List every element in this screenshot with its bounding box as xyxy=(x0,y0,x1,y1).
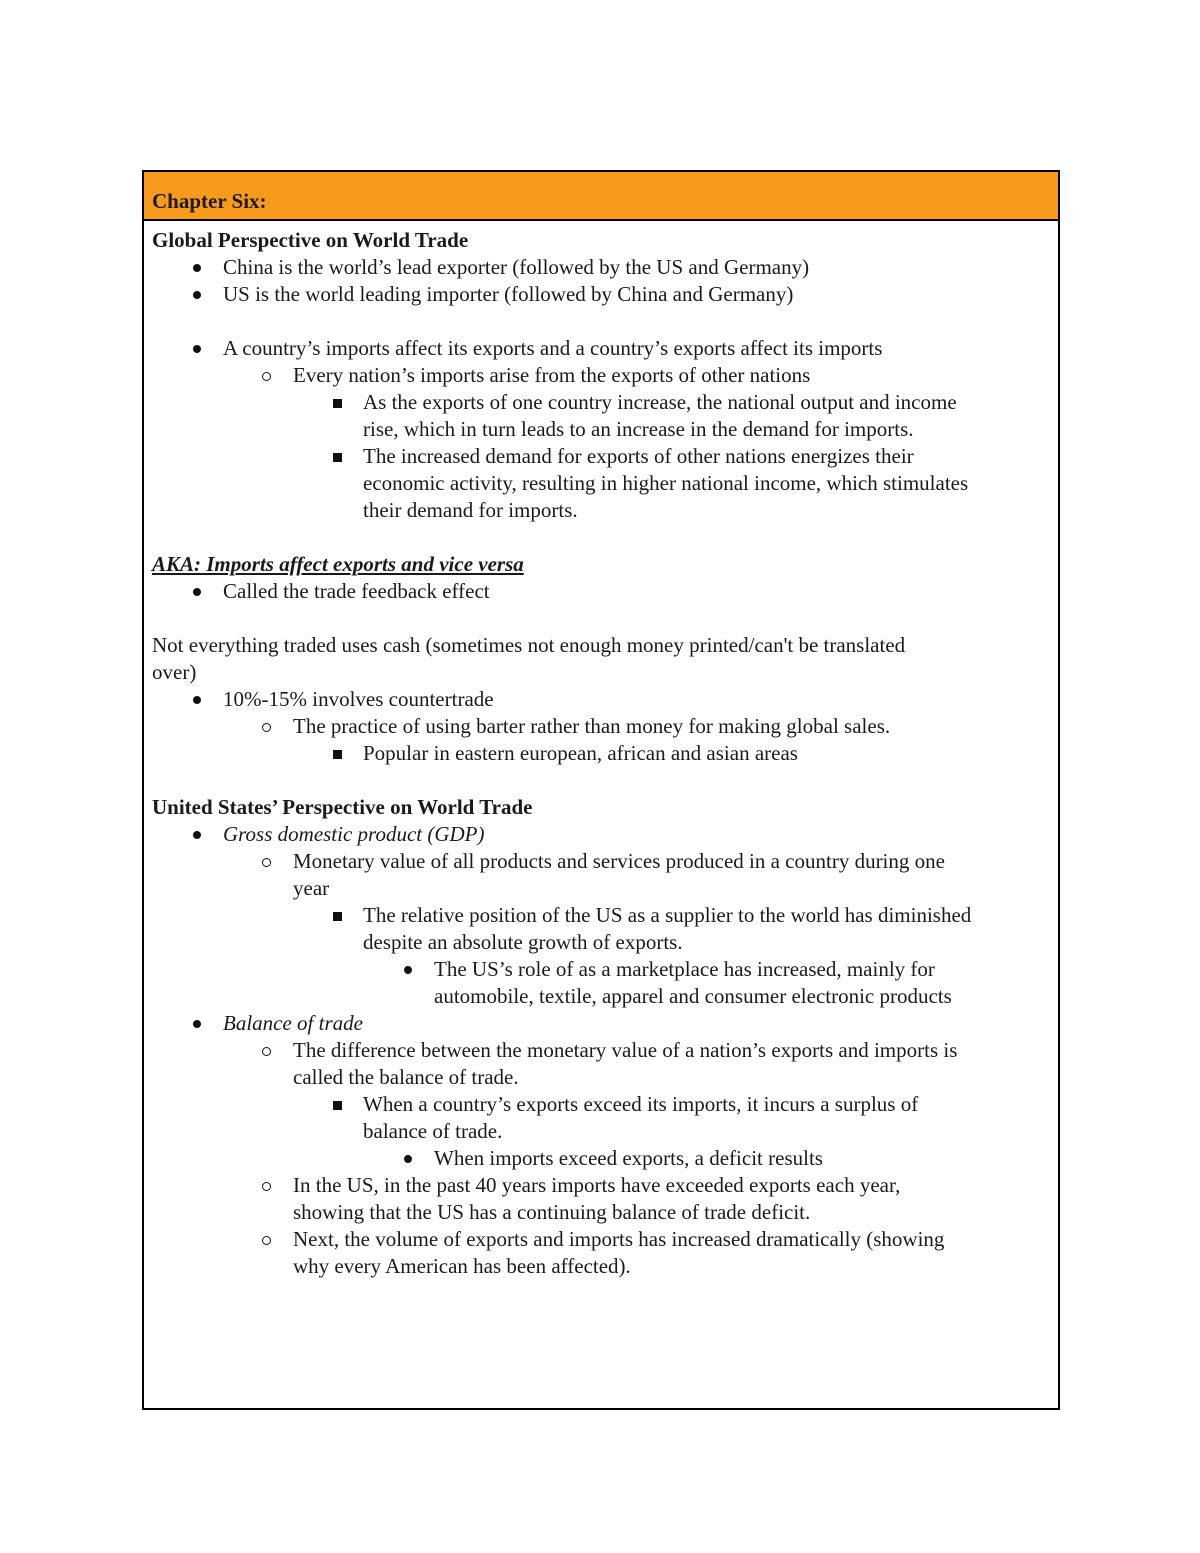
list-item-continuation: despite an absolute growth of exports. xyxy=(363,930,683,954)
spacer xyxy=(152,524,1050,551)
paragraph-continuation: over) xyxy=(152,660,197,684)
list-item-continuation: their demand for imports. xyxy=(363,498,578,522)
list-item: China is the world’s lead exporter (followed by the US and Germany) xyxy=(223,255,810,279)
list-item: A country’s imports affect its exports and a country’s exports affect its imports xyxy=(223,336,883,360)
list-item: Every nation’s imports arise from the exports of other nations xyxy=(293,363,811,387)
list-item: The relative position of the US as a supplier to the world has diminished xyxy=(363,903,972,927)
list-item-continuation: why every American has been affected). xyxy=(293,1254,631,1278)
list-item: Called the trade feedback effect xyxy=(223,579,490,603)
notes-content xyxy=(144,221,1058,1280)
list-item: Popular in eastern european, african and asian areas xyxy=(363,741,798,765)
spacer xyxy=(152,308,1050,335)
list-item: The difference between the monetary value of a nation’s exports and imports is xyxy=(293,1038,958,1062)
list-item: The US’s role of as a marketplace has increased, mainly for xyxy=(434,957,935,981)
chapter-header xyxy=(144,172,1058,221)
section-heading-us: United States’ Perspective on World Trade xyxy=(152,795,533,819)
list-item-continuation: called the balance of trade. xyxy=(293,1065,519,1089)
chapter-title: Chapter Six: xyxy=(152,189,267,213)
list-item: When a country’s exports exceed its imports, it incurs a surplus of xyxy=(363,1092,919,1116)
list-item: 10%-15% involves countertrade xyxy=(223,687,494,711)
list-item: Monetary value of all products and services produced in a country during one xyxy=(293,849,945,873)
list-item-continuation: rise, which in turn leads to an increase in the demand for imports. xyxy=(363,417,914,441)
section-heading-global: Global Perspective on World Trade xyxy=(152,228,469,252)
list-item: Next, the volume of exports and imports has increased dramatically (showing xyxy=(293,1227,945,1251)
list-item-continuation: economic activity, resulting in higher national income, which stimulates xyxy=(363,471,969,495)
paragraph: Not everything traded uses cash (sometimes not enough money printed/can't be translated xyxy=(152,633,906,657)
list-item: US is the world leading importer (followed by China and Germany) xyxy=(223,282,794,306)
list-item: When imports exceed exports, a deficit results xyxy=(434,1146,823,1170)
spacer xyxy=(152,767,1050,794)
list-item: The increased demand for exports of other nations energizes their xyxy=(363,444,914,468)
list-item: Balance of trade xyxy=(223,1011,363,1035)
notes-box xyxy=(142,170,1060,1410)
list-item: Gross domestic product (GDP) xyxy=(223,822,485,846)
list-item: In the US, in the past 40 years imports have exceeded exports each year, xyxy=(293,1173,901,1197)
spacer xyxy=(152,605,1050,632)
list-item-continuation: year xyxy=(293,876,330,900)
aka-heading: AKA: Imports affect exports and vice versa xyxy=(152,552,524,576)
list-item: As the exports of one country increase, the national output and income xyxy=(363,390,957,414)
list-item: The practice of using barter rather than money for making global sales. xyxy=(293,714,891,738)
list-item-continuation: balance of trade. xyxy=(363,1119,503,1143)
list-item-continuation: automobile, textile, apparel and consumer electronic products xyxy=(434,984,952,1008)
list-item-continuation: showing that the US has a continuing balance of trade deficit. xyxy=(293,1200,811,1224)
